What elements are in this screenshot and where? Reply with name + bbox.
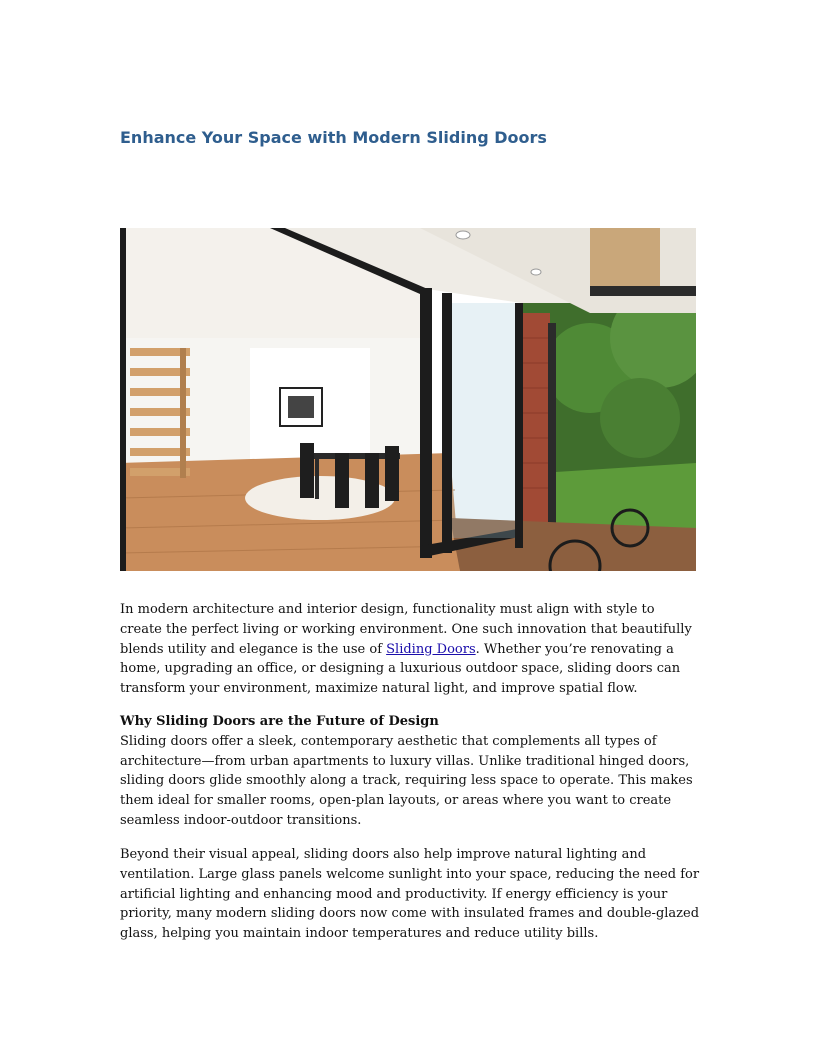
sliding-door-photo	[120, 228, 696, 571]
section-heading: Why Sliding Doors are the Future of Design	[120, 714, 439, 729]
intro-paragraph	[120, 600, 700, 699]
section-why-sliding-doors	[120, 712, 700, 831]
intro-text-before-link: In modern architecture and interior design, functionality must align with style to create the perfect living or working environment. One such innovation that beautifully blends utility and elegance is the use of	[120, 602, 692, 657]
sliding-doors-link[interactable]: Sliding Doors	[386, 641, 476, 657]
page-title: Enhance Your Space with Modern Sliding Doors	[120, 128, 547, 147]
intro-text-after-link: . Whether you’re renovating a home, upgrading an office, or designing a luxurious outdoor space, sliding doors can transform your environment, maximize natural light, and improve spatial flow.	[120, 641, 681, 697]
benefits-text: Beyond their visual appeal, sliding doors also help improve natural lighting and ventilation. Large glass panels welcome sunlight into your space, reducing the need for artificial lighting and enhancing mood and productivity. If energy efficiency is your priority, many modern sliding doors now come with insulated frames and double-glazed glass, helping you maintain indoor temperatures and reduce utility bills.	[120, 847, 700, 942]
section-body: Sliding doors offer a sleek, contemporary aesthetic that complements all types of architecture—from urban apartments to luxury villas. Unlike traditional hinged doors, sliding doors glide smoothly along a track, requiring less space to operate. This makes them ideal for smaller rooms, open-plan layouts, or areas where you want to create seamless indoor-outdoor transitions.	[120, 733, 693, 828]
hero-image	[120, 228, 696, 571]
benefits-paragraph	[120, 845, 700, 944]
